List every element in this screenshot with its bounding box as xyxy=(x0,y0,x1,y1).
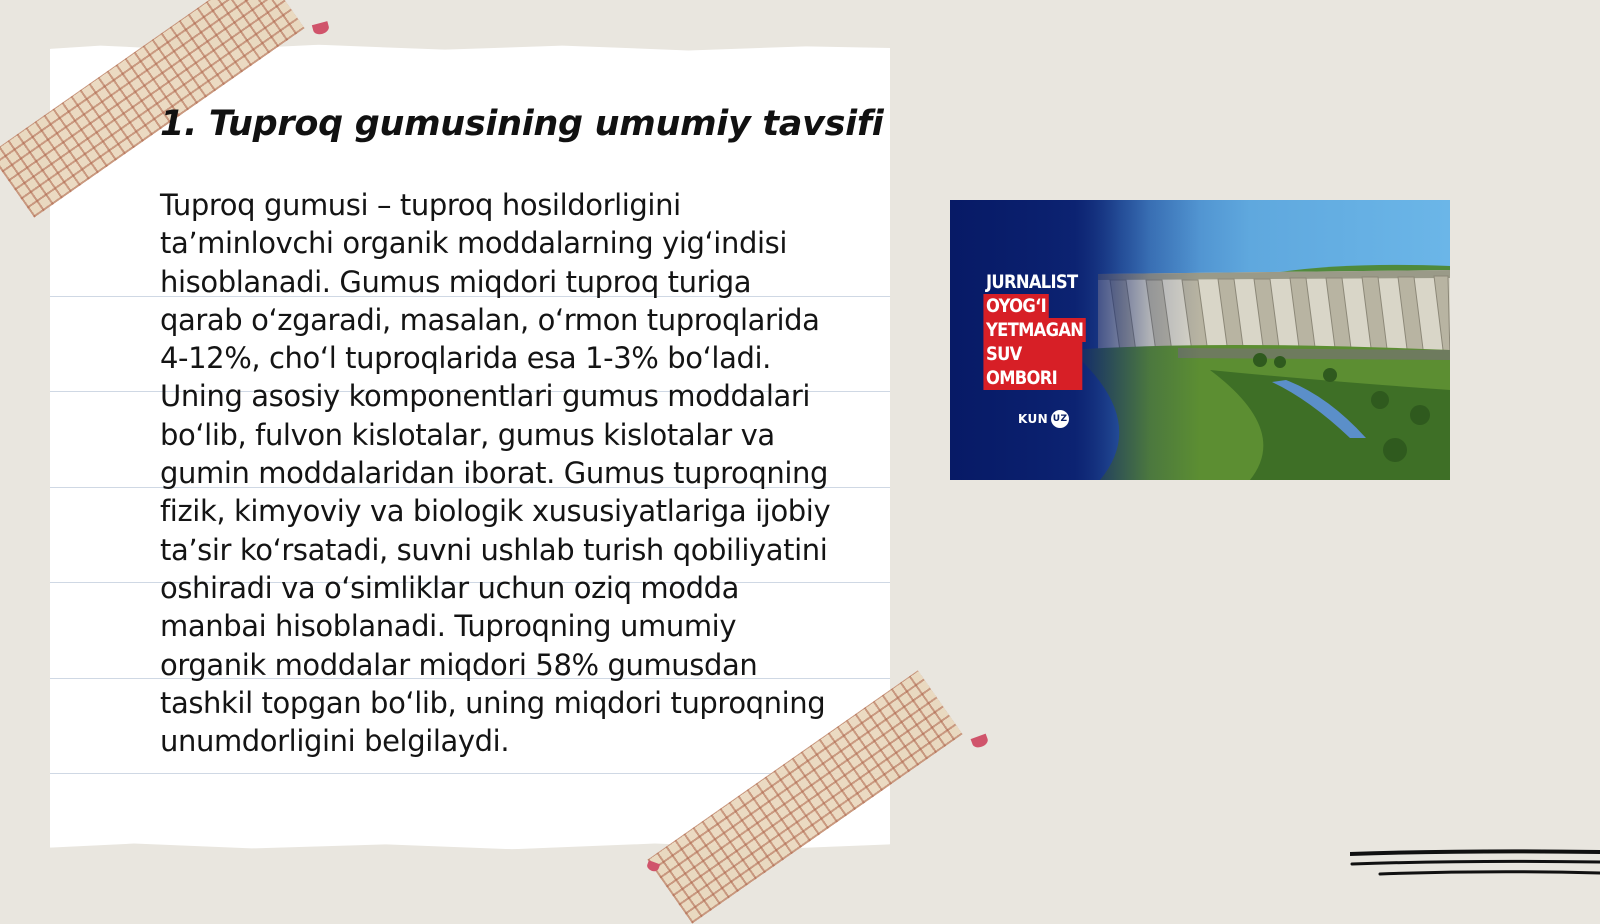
slide-body-text[interactable]: Tuproq gumusi – tuproq hosildorligini ta’minlovchi organik moddalarning yig‘indisi hisoblanadi. Gumus miqdori tuproq turiga qarab o‘zgaradi, masalan, o‘rmon tuproqlarida 4-12%, cho‘l tuproqlarida esa 1-3% bo‘ladi. Uning asosiy komponentlari gumus moddalari bo‘lib, fulvon kislotalar, gumus kislotalar va gumin moddalaridan iborat. Gumus tuproqning fizik, kimyoviy va biologik xususiyatlariga ijobiy ta’sir ko‘rsatadi, suvni ushlab turish qobiliyatini oshiradi va o‘simliklar uchun oziq modda manbai hisoblanadi. Tuproqning umumiy organik moddalar miqdori 58% gumusdan tashkil topgan bo‘lib, uning miqdori tuproqning unumdorligini belgilaydi. xyxy=(160,188,831,759)
banner-line-4: SUV OMBORI xyxy=(986,342,1082,390)
banner-line-1: JURNALIST xyxy=(986,271,1078,293)
kun-uz-logo xyxy=(1018,410,1069,428)
banner-line-3: YETMAGAN xyxy=(986,318,1082,342)
pin-top xyxy=(312,21,330,36)
slide-title[interactable]: 1. Tuproq gumusining umumiy tavsifi xyxy=(160,104,884,144)
logo-badge: UZ xyxy=(1051,410,1069,428)
ruled-line xyxy=(50,773,890,774)
decorative-brush-lines xyxy=(1350,848,1600,888)
photo-banner xyxy=(986,270,1082,390)
banner-line-2: OYOG‘I xyxy=(986,294,1082,318)
dam-photo[interactable] xyxy=(950,200,1450,480)
logo-text: KUN xyxy=(1018,412,1049,426)
pin-bottom xyxy=(971,734,990,750)
